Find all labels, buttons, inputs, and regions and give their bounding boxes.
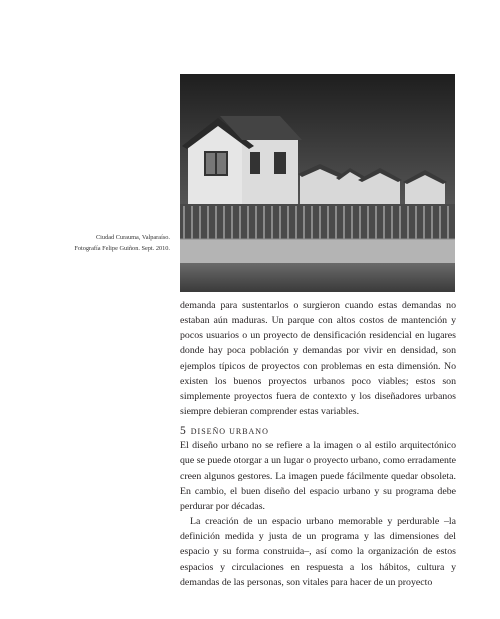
paragraph-3: La creación de un espacio urbano memorable y perdurable –la definición medida y justa de un programa y las dimensiones del espacio y su forma construida–, así como la organización de estos espacios y circulaciones en respuesta a los hábitos, cultura y demandas de las personas, son vitales para hacer de un proyecto (180, 516, 456, 588)
caption-line-2: Fotografía Felipe Guiñon. Sept. 2010. (74, 244, 170, 252)
photo-caption (56, 233, 170, 254)
paragraph-2: El diseño urbano no se refiere a la imagen o al estilo arquitectónico que se puede otorgar a un lugar o proyecto urbano, como erradamente creen algunos gestores. La imagen puede fácilmente quedar obsoleta. En cambio, el buen diseño del espacio urbano y su programa debe perdurar por décadas. (180, 440, 456, 512)
photograph (180, 74, 455, 292)
body-text (180, 298, 456, 590)
section-heading (180, 425, 456, 438)
houses-photo-image (180, 74, 455, 292)
paragraph-1: demanda para sustentarlos o surgieron cuando estas demandas no estaban aún maduras. Un parque con altos costos de mantención y pocos usuarios o un proyecto de densificación residencial en lugares donde hay poca población y demandas por vivir en densidad, son ejemplos típicos de proyectos con problemas en esta dimensión. No existen los buenos proyectos urbanos poco viables; estos son simplemente proyectos fuera de contexto y los diseñadores urbanos siempre debieran comprender estas variables. (180, 300, 456, 418)
section-title: DISEÑO URBANO (190, 427, 269, 437)
caption-line-1: Ciudad Curauma, Valparaíso. (95, 234, 170, 241)
section-number: 5 (180, 425, 186, 438)
